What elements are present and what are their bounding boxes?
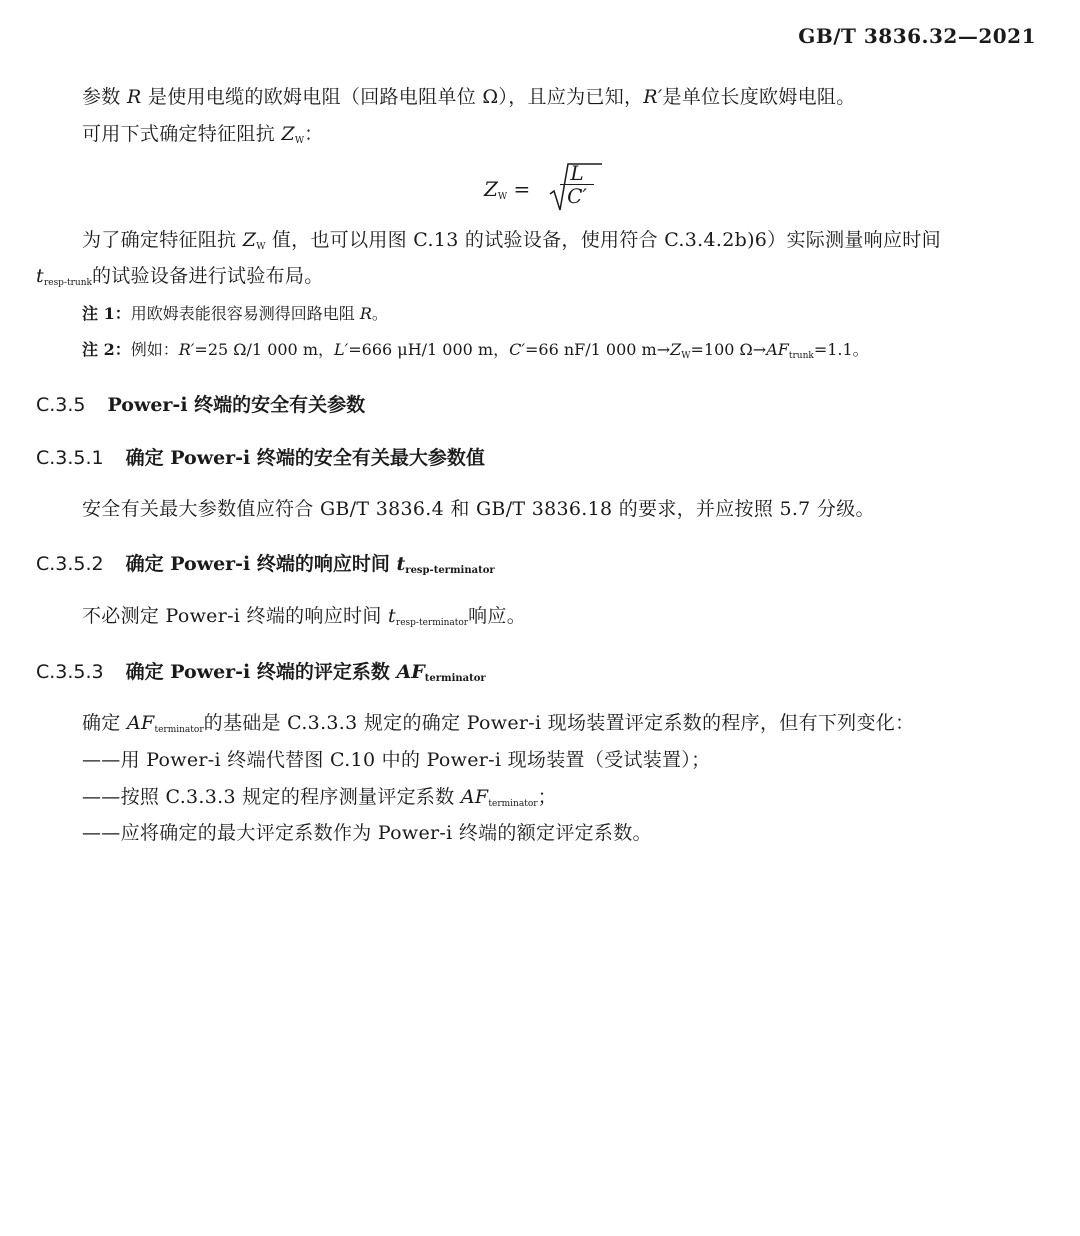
paragraph-impedance-test: 为了确定特征阻抗 ZW 值，也可以用图 C.13 的试验设备，使用符合 C.3.4.2b)6）实际测量响应时间	[82, 229, 941, 252]
section-heading-c352: C.3.5.2 确定 Power-i 终端的响应时间 $t_{resp-terminator}$	[36, 553, 495, 576]
list-item: ——应将确定的最大评定系数作为 Power-i 终端的额定评定系数。	[82, 822, 652, 844]
list-item: ——按照 C.3.3.3 规定的程序测量评定系数 AFterminator；	[82, 786, 557, 809]
paragraph-rating-factor: 确定 AFterminator的基础是 C.3.3.3 规定的确定 Power-i 现场装置评定系数的程序，但有下列变化：	[82, 712, 915, 735]
paragraph-response-time: 不必测定 Power-i 终端的响应时间 tresp-terminator响应。	[82, 605, 527, 628]
list-item: ——用 Power-i 终端代替图 C.10 中的 Power-i 现场装置（受试装置）；	[82, 749, 711, 771]
square-root	[548, 160, 604, 219]
paragraph-resistance: 参数 R 是使用电缆的欧姆电阻（回路电阻单位 Ω），且应为已知，R′是单位长度欧姆电阻。	[82, 86, 856, 108]
fraction: $\frac{L}{C'}$	[560, 162, 594, 207]
standard-number: GB/T 3836.32—2021	[798, 24, 1036, 48]
paragraph-max-parameters: 安全有关最大参数值应符合 GB/T 3836.4 和 GB/T 3836.18 的要求，并应按照 5.7 分级。	[82, 498, 875, 520]
note-1: 注 1：用欧姆表能很容易测得回路电阻 R。	[82, 304, 388, 323]
section-heading-c353: C.3.5.3 确定 Power-i 终端的评定系数 $AF_{terminator}$	[36, 661, 486, 684]
impedance-formula: ZW = $\frac{L}{C'}$	[484, 160, 604, 216]
note-2: 注 2：例如：R′=25 Ω/1 000 m，L′=666 μH/1 000 m，C′=66 nF/1 000 m→ZW=100 Ω→AFtrunk=1.1。	[82, 340, 869, 361]
paragraph-impedance-test-cont: tresp-trunk的试验设备进行试验布局。	[36, 265, 324, 288]
paragraph-impedance-intro: 可用下式确定特征阻抗 ZW：	[82, 123, 324, 146]
section-heading-c351: C.3.5.1 确定 Power-i 终端的安全有关最大参数值	[36, 447, 485, 469]
section-heading-c35: C.3.5 Power-i 终端的安全有关参数	[36, 394, 366, 416]
